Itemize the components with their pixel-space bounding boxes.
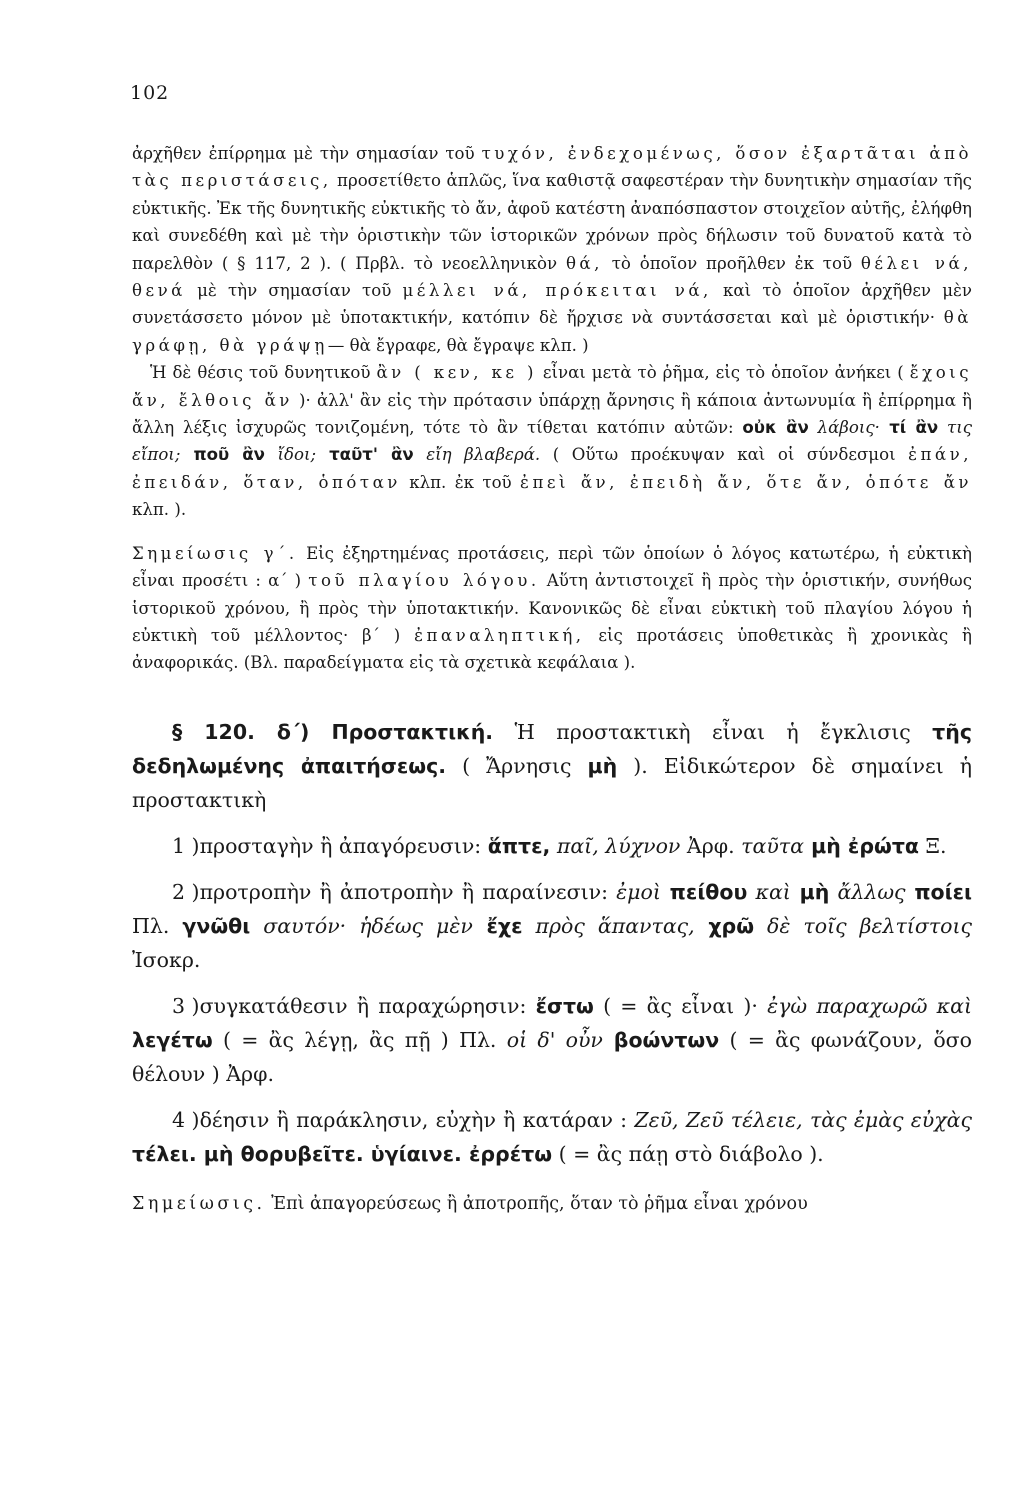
spaced-term: ἐπεὶ ἄν, ἐπειδὴ ἄν, ὅτε ἄν, ὁπότε ἄν — [520, 472, 972, 492]
text: δέησιν ἢ παράκλησιν, εὐχὴν ἢ κατάραν : — [199, 1107, 635, 1132]
text: Αὕτη ἀντιστοιχεῖ ἢ πρὸς τὴν ὁριστικήν, συνήθως ἱστορικοῦ χρόνου, ἢ πρὸς τὴν ὑποτακτικήν. Κανονικῶς δὲ εἶναι εὐκτικὴ τοῦ πλαγίου λόγου ἡ εὐκτικὴ τοῦ μέλλοντος· β΄ ) — [132, 571, 972, 645]
list-item-4 — [132, 1103, 972, 1171]
text: Ξ. — [919, 833, 947, 858]
text: κλπ. ). — [132, 500, 187, 520]
italic-term: ἄλλως — [829, 879, 906, 904]
note-final — [132, 1189, 972, 1219]
page-body — [132, 140, 972, 1219]
bold-term: ἅπτε, — [487, 833, 551, 858]
spaced-term: θὰ γράφῃ, θὰ γράψῃ — [132, 308, 972, 355]
item-number: 1 ) — [172, 833, 200, 858]
text: προσταγὴν ἢ ἀπαγόρευσιν: — [199, 833, 488, 858]
page-number: 102 — [130, 82, 170, 104]
text: ( = ἂς λέγῃ, ἂς πῇ ) Πλ. — [212, 1027, 507, 1052]
text: ( Ἄρνησις — [446, 753, 588, 778]
italic-term: δὲ τοῖς βελτίστοις — [754, 913, 973, 938]
text: εἶναι μετὰ τὸ ῥῆμα, εἰς τὸ ὁποῖον ἀνήκει ( — [536, 363, 910, 383]
spaced-term: θά, — [565, 253, 603, 273]
spaced-term: θέλει νά, θενά — [132, 253, 972, 301]
text: κλπ. ἐκ τοῦ — [400, 472, 521, 492]
text: Ἀρφ. — [680, 833, 742, 858]
text: Ἐπὶ ἀπαγορεύσεως ἢ ἀποτροπῆς, ὅταν τὸ ῥῆμα εἶναι χρόνου — [265, 1193, 808, 1214]
list-item-3 — [132, 989, 972, 1091]
text: ( = ἂς πάῃ στὸ διάβολο ). — [552, 1141, 824, 1166]
spaced-term: ἐπάν, ἐπειδάν, ὅταν, ὁπόταν — [132, 445, 973, 492]
bold-term: τῆς δεδηλωμένης ἀπαιτήσεως. — [132, 719, 972, 778]
bold-term: οὐκ ἂν — [742, 418, 809, 438]
bold-term: λεγέτω — [132, 1027, 213, 1052]
italic-term: Ζεῦ, Ζεῦ τέλειε, τὰς ἐμὰς εὐχὰς — [634, 1107, 972, 1132]
text: ( Οὕτω προέκυψαν καὶ οἱ σύνδεσμοι — [540, 445, 909, 465]
text: )· ἀλλ' ἂν εἰς τὴν πρότασιν ὑπάρχῃ ἄρνησις ἢ κάποια ἀντωνυμία ἢ ἐπίρρημα ἢ ἄλλη λέξις ἰσχυρῶς τονιζομένη, τότε τὸ ἂν τίθεται κατόπιν αὐτῶν: — [132, 390, 973, 438]
text: καὶ τὸ ὁποῖον ἀρχῆθεν μὲν συνετάσσετο μόνον μὲ ὑποτακτικήν, κατόπιν δὲ ἤρχισε νὰ συντάσσεται καὶ μὲ ὁριστικήν· — [132, 281, 972, 328]
bold-term: μὴ — [790, 879, 830, 904]
section-120 — [132, 715, 972, 817]
text: Εἰς ἐξηρτημένας προτάσεις, περὶ τῶν ὁποίων ὁ λόγος κατωτέρω, ἡ εὐκτικὴ εἶναι προσέτι : α΄ ) — [132, 543, 972, 591]
text: ἀρχῆθεν ἐπίρρημα μὲ τὴν σημασίαν τοῦ — [132, 144, 482, 163]
italic-term: λάβοις· — [808, 418, 880, 438]
bold-term: ποίει — [905, 879, 973, 904]
item-number: 3 ) — [172, 993, 200, 1018]
spaced-term: τυχόν, ἐνδεχομένως, ὅσον ἐξαρτᾶται ἀπὸ τὰς περιστάσεις, — [132, 144, 972, 191]
bold-term: ἔστω — [535, 993, 594, 1018]
bold-term: μὴ θορυβεῖτε. — [196, 1141, 364, 1166]
bold-term: χρῶ — [694, 913, 755, 938]
italic-term: καὶ — [747, 879, 791, 904]
bold-term: μὴ ἐρώτα — [803, 833, 920, 858]
text: Ἡ προστακτικὴ εἶναι ἡ ἔγκλισις — [493, 719, 933, 744]
italic-term: τις εἴποι; — [132, 418, 972, 465]
bold-term: τί ἂν — [879, 418, 939, 438]
text: τὸ ὁποῖον προῆλθεν ἐκ τοῦ — [602, 253, 861, 273]
italic-term: οἱ δ' οὖν — [506, 1027, 603, 1052]
text: συγκατάθεσιν ἢ παραχώρησιν: — [199, 993, 536, 1018]
bold-term: ἐρρέτω — [461, 1141, 553, 1166]
text: — θὰ ἔγραφε, θὰ ἔγραψε κλπ. ) — [327, 335, 589, 355]
list-item-1 — [132, 829, 972, 863]
text: προσετίθετο ἁπλῶς, ἵνα καθιστᾷ σαφεστέραν τὴν δυνητικὴν σημασίαν τῆς εὐκτικῆς. Ἐκ τῆς δυνητικῆς εὐκτικῆς τὸ ἄν, ἀφοῦ κατέστη ἀναπόσπαστον στοιχεῖον αὐτῆς, ἐλήφθη καὶ συνεδέθη καὶ μὲ τὴν ὁριστικὴν τῶν ἱστορικῶν χρόνων πρὸς δήλωσιν τοῦ δυνατοῦ κατὰ τὸ παρελθὸν ( § 117, 2 ). ( Πρβλ. τὸ νεοελληνικὸν — [132, 171, 972, 273]
text: ( = ἂς εἶναι )· — [593, 993, 768, 1018]
note-gamma — [132, 540, 972, 677]
italic-term: σαυτόν· ἡδέως μὲν — [250, 913, 473, 938]
text: μὲ τὴν σημασίαν τοῦ — [185, 281, 403, 301]
item-number: 2 ) — [172, 879, 200, 904]
italic-term: ἐμοὶ — [616, 879, 661, 904]
italic-term: ἴδοι; — [264, 445, 317, 465]
note-label: Σημείωσις. — [132, 1193, 266, 1214]
text: Πλ. — [132, 913, 183, 938]
text: Ἡ δὲ θέσις τοῦ δυνητικοῦ — [150, 363, 377, 383]
bold-term: πείθου — [660, 879, 748, 904]
spaced-term: ἂν ( κεν, κε ) — [376, 363, 537, 383]
italic-term: εἴη βλαβερά. — [413, 445, 541, 465]
bold-term: βοώντων — [602, 1027, 720, 1052]
paragraph-1 — [132, 140, 972, 359]
spaced-term: ἔχοις ἄν, ἔλθοις ἄν — [132, 363, 972, 410]
section-heading: § 120. δ΄) Προστακτική. — [172, 719, 494, 744]
text: εἰς προτάσεις ὑποθετικὰς ἢ χρονικὰς ἢ ἀναφορικάς. (Βλ. παραδείγματα εἰς τὰ σχετικὰ κεφάλαια ). — [132, 625, 972, 673]
text: ). Εἰδικώτερον δὲ σημαίνει ἡ προστακτικὴ — [132, 753, 972, 812]
text: προτροπὴν ἢ ἀποτροπὴν ἢ παραίνεσιν: — [199, 879, 617, 904]
spaced-term: μέλλει νά, πρόκειται νά, — [402, 281, 712, 301]
item-number: 4 ) — [172, 1107, 200, 1132]
italic-term: ταῦτα — [741, 833, 804, 858]
bold-term: ταῦτ' ἂν — [316, 445, 414, 465]
italic-term: πρὸς ἅπαντας, — [522, 913, 695, 938]
bold-term: ποῦ ἂν — [180, 445, 265, 465]
text: ( = ἂς φωνάζουν, ὅσο θέλουν ) Ἀρφ. — [132, 1027, 972, 1086]
paragraph-2 — [132, 359, 972, 523]
bold-term: μὴ — [587, 753, 618, 778]
note-label: Σημείωσις γ΄. — [132, 543, 298, 563]
spaced-term: ἐπαναληπτική, — [414, 625, 585, 645]
italic-term: ἐγὼ παραχωρῶ καὶ — [767, 993, 972, 1018]
spaced-term: τοῦ πλαγίου λόγου. — [308, 571, 540, 591]
italic-term: παῖ, λύχνον — [550, 833, 681, 858]
bold-term: τέλει. — [132, 1141, 197, 1166]
bold-term: ἔχε — [472, 913, 523, 938]
text: Ἰσοκρ. — [132, 947, 201, 972]
bold-term: ὑγίαινε. — [363, 1141, 462, 1166]
list-item-2 — [132, 875, 972, 977]
bold-term: γνῶθι — [182, 913, 251, 938]
